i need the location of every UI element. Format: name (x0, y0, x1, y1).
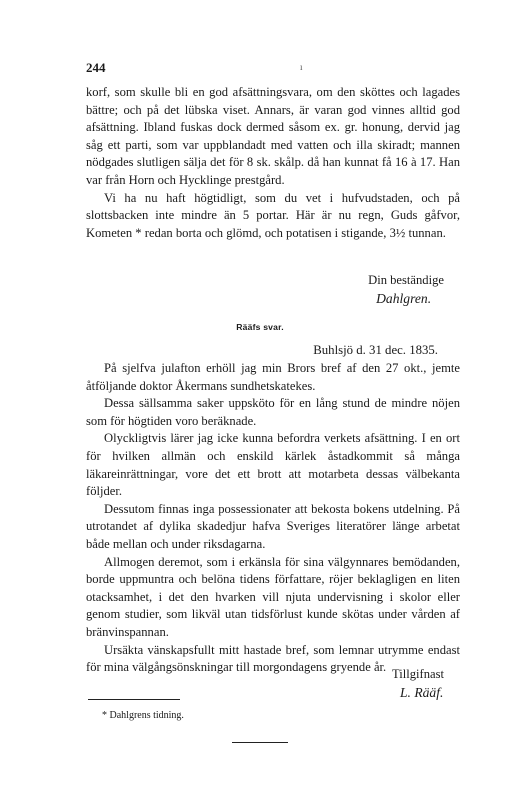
paragraph: Dessutom finnas inga possessionater att bekosta bokens utdelning. På utrotandet af dylika skadedjur hafva Sveriges literatörer länge arbetat både mellan och under riksdagarna. (86, 501, 460, 551)
paragraph: På sjelfva julafton erhöll jag min Brors bref af den 27 okt., jemte åtföljande doktor Åkermans sundhetskatekes. (86, 361, 460, 393)
letter-1-body (86, 84, 460, 242)
stray-mark: ı (300, 62, 303, 72)
paragraph: Ursäkta vänskapsfullt mitt hastade bref, som lemnar utrymme endast för mina välgångsönskningar till morgondagens gryende år. (86, 642, 460, 675)
paragraph: Dessa sällsamma saker uppsköto för en lång stund de mindre nöjen som för högtiden voro beräknade. (86, 396, 460, 428)
closing-phrase: Tillgifnast (391, 667, 444, 681)
page-number: 244 (86, 60, 106, 75)
signature: Dahlgren. (376, 290, 432, 306)
section-heading: Rääfs svar. (236, 322, 284, 332)
dateline: Buhlsjö d. 31 dec. 1835. (313, 343, 438, 357)
end-rule (232, 742, 288, 743)
paragraph: korf, som skulle bli en god afsättningsvara, om den sköttes och lagades bättre; och på det lübska viset. Annars, är varan god vinnes alltid god afsättning. Ibland fuskas dock dermed såsom ex. gr. honung, dervid jag såg ett parti, som var uppblandadt med vatten och illa skiradt; mannen nödgades slutligen sälja det för 8 sk. skålp. då han kunnat få 16 à 17. Han var från Horn och Hycklinge prestgård. (86, 85, 460, 187)
closing-phrase: Din beständige (368, 273, 444, 287)
footnote-rule (88, 699, 180, 700)
paragraph: Allmogen deremot, som i erkänsla för sina välgynnares bemödanden, borde uppmuntra och belöna tidens författare, röjer beklagligen en liten otacksamhet, i det den hvarken vill njuta undervisning i skolor eller genom studier, som likväl utan tidsförlust kunde skötas under vården af bränvinspannan. (86, 554, 460, 639)
paragraph: Olyckligtvis lärer jag icke kunna befordra verkets afsättning. I en ort för hvilken allmän och enskild kärlek åstadkommit så många läkareinrättningar, vore det ett brott att motarbeta dessas välbekanta följder. (86, 431, 460, 499)
letter-2-signature-block (392, 666, 444, 702)
letter-1-signature-block (368, 272, 444, 308)
footnote: * Dahlgrens tidning. (102, 710, 184, 721)
letter-2-body (86, 360, 460, 677)
paragraph: Vi ha nu haft högtidligt, som du vet i hufvudstaden, och på slottsbacken inte mindre än 5 portar. Här är nu regn, Guds gåfvor, Kometen * redan borta och glömd, och potatisen i stigande, 3½ tunnan. (86, 190, 460, 240)
signature: L. Rääf. (399, 684, 444, 700)
